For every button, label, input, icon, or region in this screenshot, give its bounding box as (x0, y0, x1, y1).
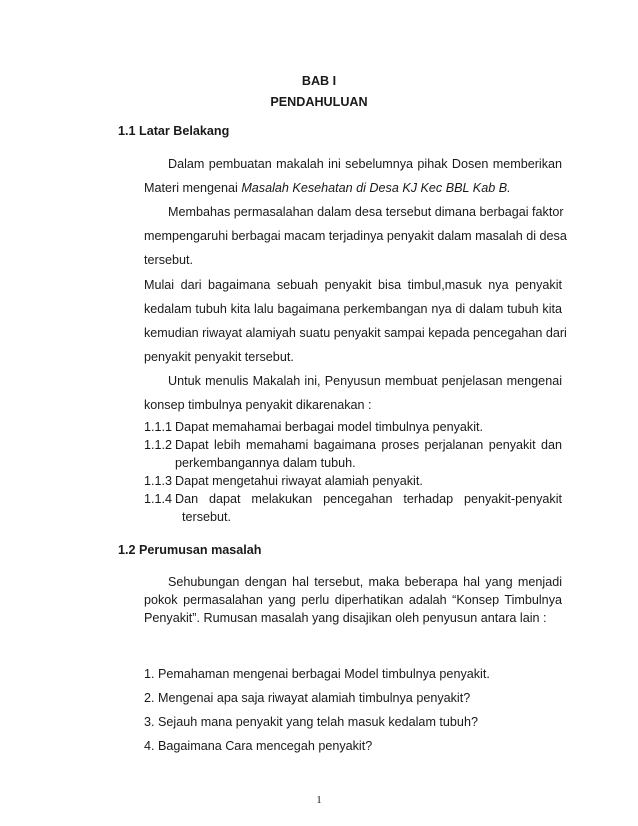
list-item-text: Dapat mengetahui riwayat alamiah penyakit. (175, 474, 423, 488)
paragraph-line (144, 181, 511, 195)
paragraph-line: Mulai dari bagaimana sebuah penyakit bisa timbul,masuk nya penyakit (144, 278, 562, 292)
list-item-continuation: perkembangannya dalam tubuh. (175, 456, 356, 470)
list-item-text: Dapat lebih memahami bagaimana proses perjalanan penyakit dan (175, 438, 562, 452)
paragraph-line: pokok permasalahan yang perlu diperhatikan adalah “Konsep Timbulnya (144, 593, 562, 607)
question-item: 2. Mengenai apa saja riwayat alamiah timbulnya penyakit? (144, 691, 471, 705)
list-item-number: 1.1.1 (144, 420, 173, 434)
paragraph-line: mempengaruhi berbagai macam terjadinya penyakit dalam masalah di desa (144, 229, 567, 243)
paragraph-line: tersebut. (144, 253, 194, 267)
list-item-continuation: tersebut. (182, 510, 232, 524)
paragraph-line: kedalam tubuh kita lalu bagaimana perkembangan nya di dalam tubuh kita (144, 302, 562, 316)
question-item: 1. Pemahaman mengenai berbagai Model timbulnya penyakit. (144, 667, 490, 681)
paragraph-line: kemudian riwayat alamiyah suatu penyakit sampai kepada pencegahan dari (144, 326, 567, 340)
section-heading-perumusan-masalah: 1.2 Perumusan masalah (118, 543, 262, 557)
page-number: 1 (316, 794, 322, 806)
paragraph-line: Untuk menulis Makalah ini, Penyusun membuat penjelasan mengenai (168, 374, 562, 388)
italic-topic: Masalah Kesehatan di Desa KJ Kec BBL Kab B. (241, 181, 511, 195)
question-item: 3. Sejauh mana penyakit yang telah masuk kedalam tubuh? (144, 715, 478, 729)
paragraph-text: Materi mengenai (144, 181, 242, 195)
list-item-text: Dapat memahamai berbagai model timbulnya penyakit. (175, 420, 484, 434)
question-item: 4. Bagaimana Cara mencegah penyakit? (144, 739, 373, 753)
paragraph-line: Penyakit”. Rumusan masalah yang disajikan oleh penyusun antara lain : (144, 611, 547, 625)
list-item-number: 1.1.3 (144, 474, 173, 488)
list-item-text: Dan dapat melakukan pencegahan terhadap penyakit-penyakit (175, 492, 562, 506)
paragraph-line: Sehubungan dengan hal tersebut, maka beberapa hal yang menjadi (168, 575, 562, 589)
paragraph-line: Membahas permasalahan dalam desa tersebut dimana berbagai faktor (168, 205, 564, 219)
chapter-number: BAB I (301, 74, 337, 88)
section-heading-latar-belakang: 1.1 Latar Belakang (118, 124, 230, 138)
paragraph-line: penyakit penyakit tersebut. (144, 350, 294, 364)
list-item-number: 1.1.4 (144, 492, 173, 506)
paragraph-line: Dalam pembuatan makalah ini sebelumnya pihak Dosen memberikan (168, 157, 562, 171)
list-item-number: 1.1.2 (144, 438, 173, 452)
chapter-title: PENDAHULUAN (270, 95, 368, 109)
paragraph-line: konsep timbulnya penyakit dikarenakan : (144, 398, 372, 412)
